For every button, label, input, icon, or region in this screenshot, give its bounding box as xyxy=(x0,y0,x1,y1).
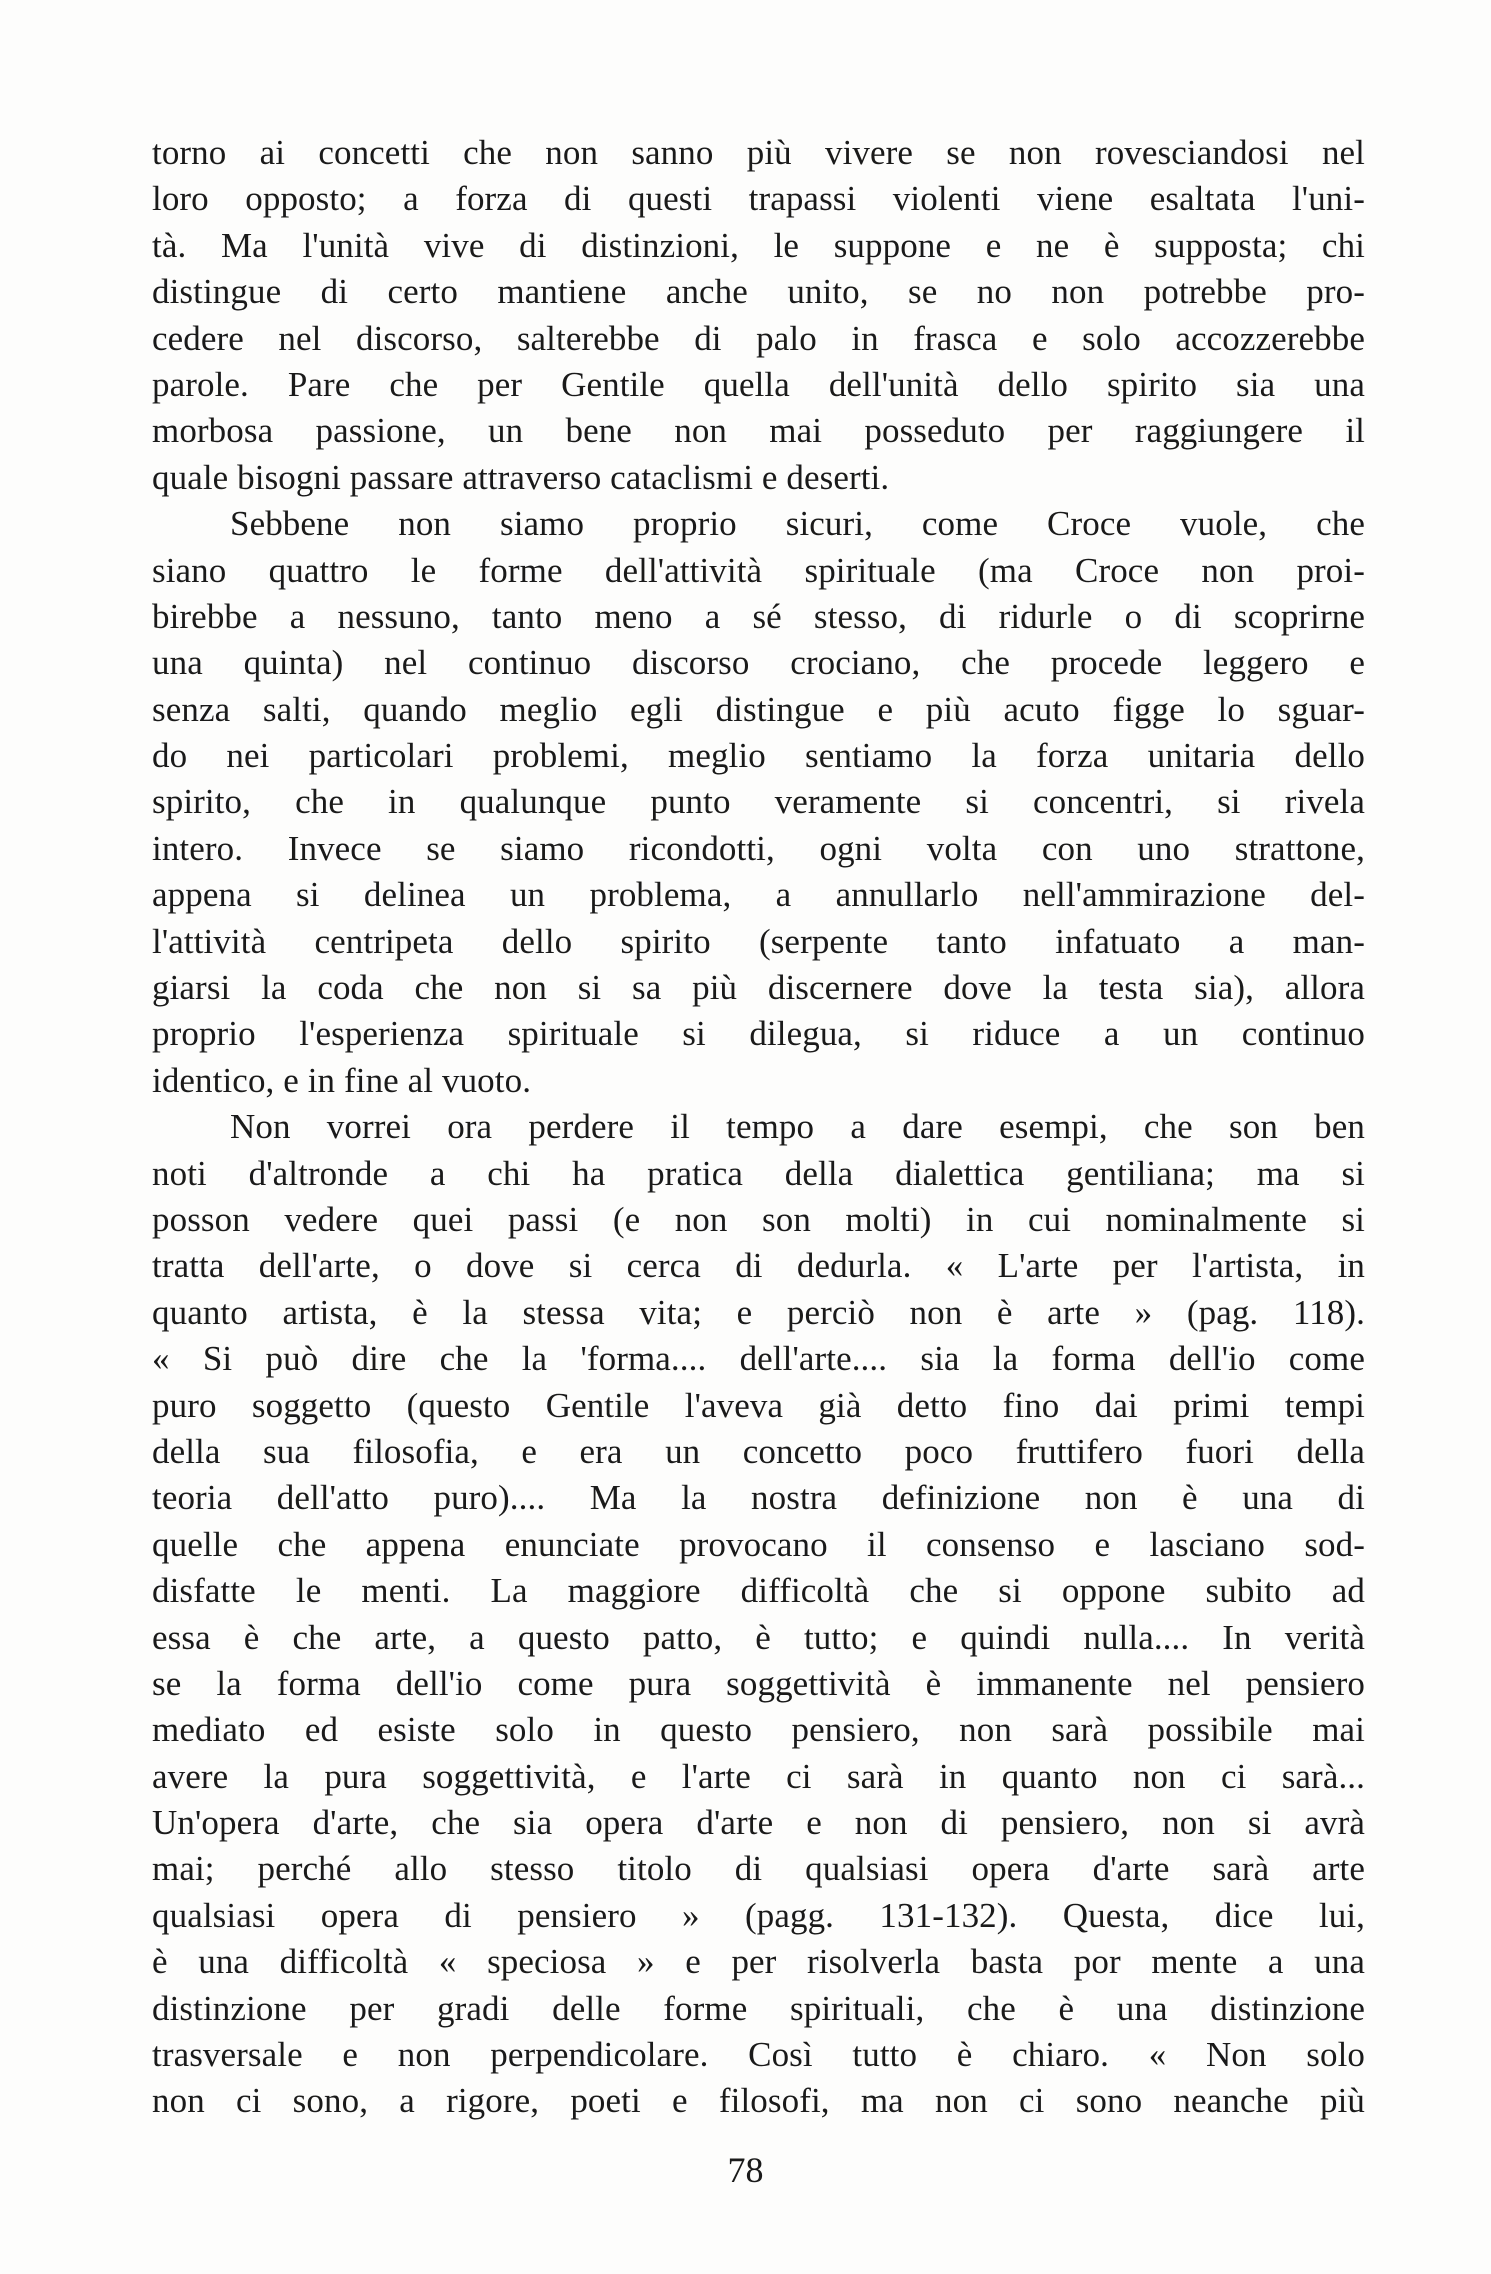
text-line: distingue di certo mantiene anche unito, se no non potrebbe pro- xyxy=(152,272,1365,312)
page-number: 78 xyxy=(727,2150,764,2190)
text-line: disfatte le menti. La maggiore difficoltà che si oppone subito ad xyxy=(152,1571,1365,1611)
text-line: della sua filosofia, e era un concetto poco fruttifero fuori della xyxy=(152,1431,1365,1471)
text-line: mai; perché allo stesso titolo di qualsiasi opera d'arte sarà arte xyxy=(152,1849,1365,1889)
text-line: cedere nel discorso, salterebbe di palo in frasca e solo accozzerebbe xyxy=(152,318,1365,358)
text-line: quale bisogni passare attraverso cataclismi e deserti. xyxy=(152,457,890,497)
text-line: torno ai concetti che non sanno più vivere se non rovesciandosi nel xyxy=(152,133,1365,172)
text-line: proprio l'esperienza spirituale si dilegua, si riduce a un continuo xyxy=(152,1014,1365,1054)
text-line: teoria dell'atto puro).... Ma la nostra definizione non è una di xyxy=(152,1478,1365,1518)
text-line: loro opposto; a forza di questi trapassi violenti viene esaltata l'uni- xyxy=(152,179,1365,219)
text-line: spirito, che in qualunque punto veramente si concentri, si rivela xyxy=(152,782,1365,822)
text-line: se la forma dell'io come pura soggettività è immanente nel pensiero xyxy=(152,1663,1365,1703)
paragraph xyxy=(152,130,1365,501)
text-line: essa è che arte, a questo patto, è tutto; e quindi nulla.... In verità xyxy=(152,1617,1365,1657)
text-line: do nei particolari problemi, meglio sentiamo la forza unitaria dello xyxy=(152,736,1365,776)
text-line: una quinta) nel continuo discorso crociano, che procede leggero e xyxy=(152,643,1365,683)
text-line: noti d'altronde a chi ha pratica della dialettica gentiliana; ma si xyxy=(152,1153,1365,1193)
text-line: qualsiasi opera di pensiero » (pagg. 131-132). Questa, dice lui, xyxy=(152,1895,1365,1935)
text-line: parole. Pare che per Gentile quella dell'unità dello spirito sia una xyxy=(152,364,1365,404)
body-text xyxy=(152,130,1365,2125)
text-line: trasversale e non perpendicolare. Così tutto è chiaro. « Non solo xyxy=(152,2035,1365,2075)
text-line: tà. Ma l'unità vive di distinzioni, le suppone e ne è supposta; chi xyxy=(152,225,1365,265)
text-line: morbosa passione, un bene non mai posseduto per raggiungere il xyxy=(152,411,1365,451)
text-line: avere la pura soggettività, e l'arte ci sarà in quanto non ci sarà... xyxy=(152,1756,1365,1796)
text-line: Un'opera d'arte, che sia opera d'arte e non di pensiero, non si avrà xyxy=(152,1803,1365,1843)
text-line: appena si delinea un problema, a annullarlo nell'ammirazione del- xyxy=(152,875,1365,915)
text-line: Non vorrei ora perdere il tempo a dare esempi, che son ben xyxy=(230,1107,1365,1147)
text-line: è una difficoltà « speciosa » e per risolverla basta por mente a una xyxy=(152,1942,1365,1982)
paragraph xyxy=(152,501,1365,1104)
text-line: puro soggetto (questo Gentile l'aveva già detto fino dai primi tempi xyxy=(152,1385,1365,1425)
text-line: siano quattro le forme dell'attività spirituale (ma Croce non proi- xyxy=(152,550,1365,590)
text-line: giarsi la coda che non si sa più discernere dove la testa sia), allora xyxy=(152,968,1365,1008)
text-line: Sebbene non siamo proprio sicuri, come Croce vuole, che xyxy=(230,504,1365,544)
text-line: l'attività centripeta dello spirito (serpente tanto infatuato a man- xyxy=(152,921,1365,961)
text-line: distinzione per gradi delle forme spirituali, che è una distinzione xyxy=(152,1988,1365,2028)
text-line: quelle che appena enunciate provocano il consenso e lasciano sod- xyxy=(152,1524,1365,1564)
text-line: mediato ed esiste solo in questo pensiero, non sarà possibile mai xyxy=(152,1710,1365,1750)
paragraph xyxy=(152,1104,1365,2125)
text-line: senza salti, quando meglio egli distingue e più acuto figge lo sguar- xyxy=(152,689,1365,729)
text-line: « Si può dire che la 'forma.... dell'arte.... sia la forma dell'io come xyxy=(152,1339,1365,1379)
text-line: posson vedere quei passi (e non son molti) in cui nominalmente si xyxy=(152,1199,1365,1239)
text-line: identico, e in fine al vuoto. xyxy=(152,1060,532,1100)
text-line: birebbe a nessuno, tanto meno a sé stesso, di ridurle o di scoprirne xyxy=(152,596,1365,636)
text-line: tratta dell'arte, o dove si cerca di dedurla. « L'arte per l'artista, in xyxy=(152,1246,1365,1286)
text-line: intero. Invece se siamo ricondotti, ogni volta con uno strattone, xyxy=(152,828,1365,868)
text-line: quanto artista, è la stessa vita; e perciò non è arte » (pag. 118). xyxy=(152,1292,1365,1332)
text-line: non ci sono, a rigore, poeti e filosofi, ma non ci sono neanche più xyxy=(152,2081,1365,2121)
